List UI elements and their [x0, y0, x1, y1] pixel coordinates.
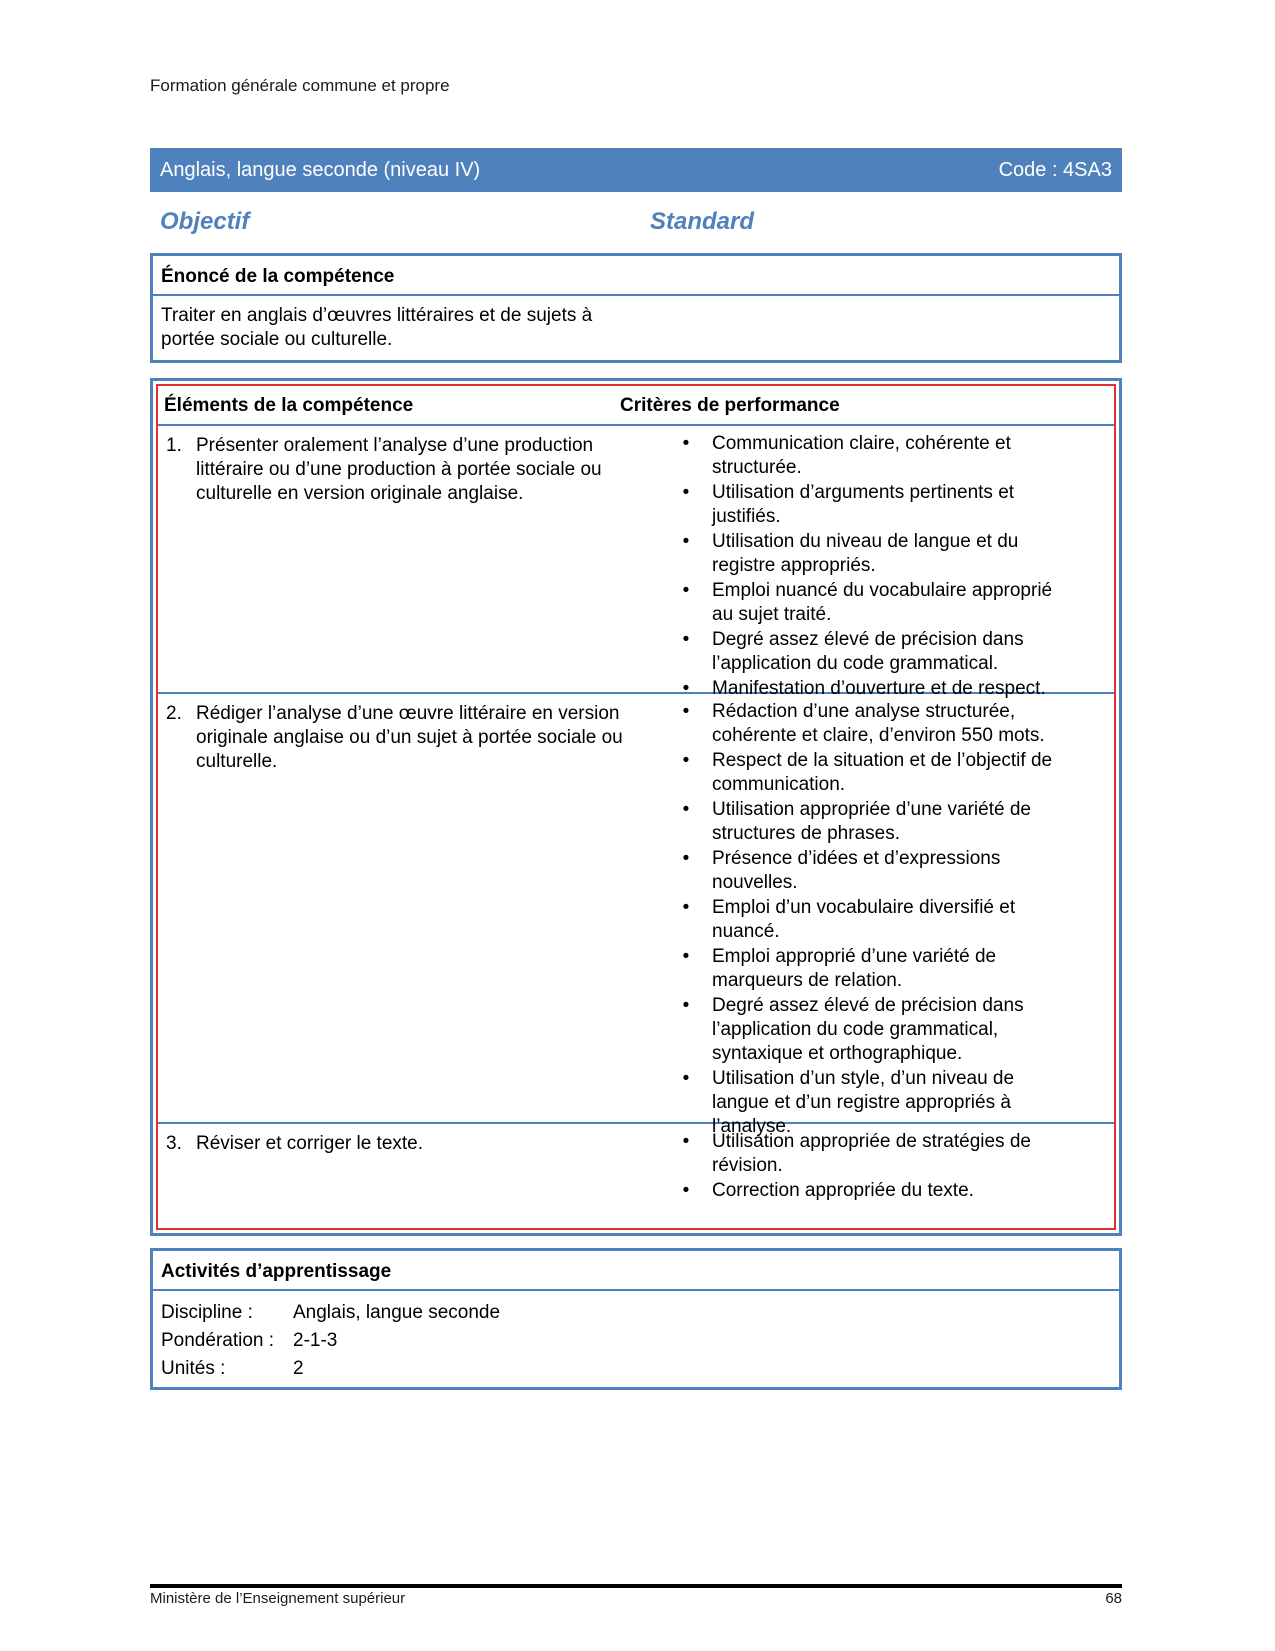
criterion-text: Présence d’idées et d’expressions nouvelles.	[712, 848, 1001, 893]
bullet-icon: •	[682, 580, 690, 601]
enonce-heading: Énoncé de la compétence	[153, 256, 1119, 296]
elements-heading: Éléments de la compétence	[164, 395, 414, 416]
footer	[150, 1590, 1122, 1607]
activites-box	[150, 1248, 1122, 1390]
element-description	[166, 702, 646, 774]
elements-box	[150, 378, 1122, 1236]
criteria-list	[676, 432, 1076, 702]
bullet-icon: •	[682, 629, 690, 650]
criterion-text: Manifestation d’ouverture et de respect.	[712, 678, 1046, 699]
element-description	[166, 1132, 646, 1156]
footer-ministry: Ministère de l’Enseignement supérieur	[150, 1590, 406, 1607]
bullet-icon: •	[682, 1180, 690, 1201]
bullet-icon: •	[682, 750, 690, 771]
criterion-text: Emploi approprié d’une variété de marqueurs de relation.	[712, 946, 997, 991]
criterion-item	[676, 896, 1076, 944]
criterion-text: Degré assez élevé de précision dans l’application du code grammatical.	[712, 629, 1024, 674]
element-text: Rédiger l’analyse d’une œuvre littéraire en version originale anglaise ou d’un sujet à portée sociale ou culturelle.	[196, 703, 623, 772]
criteria-list	[676, 700, 1076, 1140]
element-number: 1.	[166, 435, 182, 456]
activites-heading: Activités d’apprentissage	[153, 1251, 1119, 1291]
course-code: Code : 4SA3	[998, 158, 1112, 181]
criterion-item	[676, 945, 1076, 993]
course-title-bar	[150, 148, 1122, 192]
element-number: 2.	[166, 703, 182, 724]
bullet-icon: •	[682, 482, 690, 503]
ponderation-label: Pondération :	[161, 1330, 275, 1351]
page-number: 68	[1105, 1590, 1122, 1607]
element-description	[166, 434, 646, 506]
criterion-text: Emploi d’un vocabulaire diversifié et nuancé.	[712, 897, 1016, 942]
bullet-icon: •	[682, 799, 690, 820]
bullet-icon: •	[682, 433, 690, 454]
criterion-text: Degré assez élevé de précision dans l’application du code grammatical, syntaxique et orthographique.	[712, 995, 1024, 1064]
criterion-text: Utilisation du niveau de langue et du registre appropriés.	[712, 531, 1019, 576]
criterion-item	[676, 749, 1076, 797]
criterion-text: Correction appropriée du texte.	[712, 1180, 974, 1201]
ponderation-value: 2-1-3	[293, 1330, 338, 1351]
competence-element-row	[158, 1124, 1114, 1203]
competence-element-row	[158, 426, 1114, 699]
criterion-text: Utilisation appropriée de stratégies de révision.	[712, 1131, 1031, 1176]
bullet-icon: •	[682, 897, 690, 918]
bullet-icon: •	[682, 701, 690, 722]
objectif-label: Objectif	[160, 208, 250, 235]
discipline-row	[161, 1299, 1111, 1327]
bullet-icon: •	[682, 1068, 690, 1089]
element-text: Présenter oralement l’analyse d’une production littéraire ou d’une production à portée sociale ou culturelle en version originale anglaise.	[196, 435, 602, 504]
element-text: Réviser et corriger le texte.	[196, 1133, 424, 1154]
competence-element-row	[158, 694, 1114, 1137]
unites-label: Unités :	[161, 1358, 226, 1379]
criterion-text: Utilisation appropriée d’une variété de structures de phrases.	[712, 799, 1031, 844]
discipline-value: Anglais, langue seconde	[293, 1302, 501, 1323]
criterion-item	[676, 628, 1076, 676]
criterion-item	[676, 847, 1076, 895]
criterion-item	[676, 798, 1076, 846]
bullet-icon: •	[682, 995, 690, 1016]
criterion-text: Utilisation d’un style, d’un niveau de langue et d’un registre appropriés à l’analyse.	[712, 1068, 1015, 1137]
criteres-heading: Critères de performance	[620, 395, 840, 416]
criterion-item	[676, 481, 1076, 529]
enonce-text: Traiter en anglais d’œuvres littéraires et de sujets à portée sociale ou culturelle.	[161, 305, 593, 350]
program-header: Formation générale commune et propre	[150, 76, 450, 95]
unites-row	[161, 1355, 1111, 1383]
bullet-icon: •	[682, 678, 690, 699]
bullet-icon: •	[682, 531, 690, 552]
bullet-icon: •	[682, 848, 690, 869]
enonce-box	[150, 253, 1122, 363]
criterion-item	[676, 530, 1076, 578]
standard-label: Standard	[650, 208, 755, 235]
criterion-text: Rédaction d’une analyse structurée, cohérente et claire, d’environ 550 mots.	[712, 701, 1045, 746]
elements-table	[156, 384, 1116, 1230]
criterion-item	[676, 994, 1076, 1066]
discipline-label: Discipline :	[161, 1302, 253, 1323]
criterion-item	[676, 432, 1076, 480]
ponderation-row	[161, 1327, 1111, 1355]
bullet-icon: •	[682, 946, 690, 967]
criterion-text: Respect de la situation et de l’objectif de communication.	[712, 750, 1053, 795]
criterion-item	[676, 700, 1076, 748]
bullet-icon: •	[682, 1131, 690, 1152]
unites-value: 2	[293, 1358, 304, 1379]
objectif-standard-row	[160, 208, 760, 236]
criterion-item	[676, 1130, 1076, 1178]
criterion-item	[676, 1179, 1076, 1203]
footer-divider	[150, 1584, 1122, 1588]
criterion-text: Communication claire, cohérente et structurée.	[712, 433, 1011, 478]
criterion-text: Emploi nuancé du vocabulaire approprié au sujet traité.	[712, 580, 1053, 625]
course-title: Anglais, langue seconde (niveau IV)	[160, 158, 481, 181]
elements-table-header	[158, 386, 1114, 426]
criteria-list	[676, 1130, 1076, 1204]
criterion-item	[676, 579, 1076, 627]
criterion-text: Utilisation d’arguments pertinents et justifiés.	[712, 482, 1015, 527]
element-number: 3.	[166, 1133, 182, 1154]
